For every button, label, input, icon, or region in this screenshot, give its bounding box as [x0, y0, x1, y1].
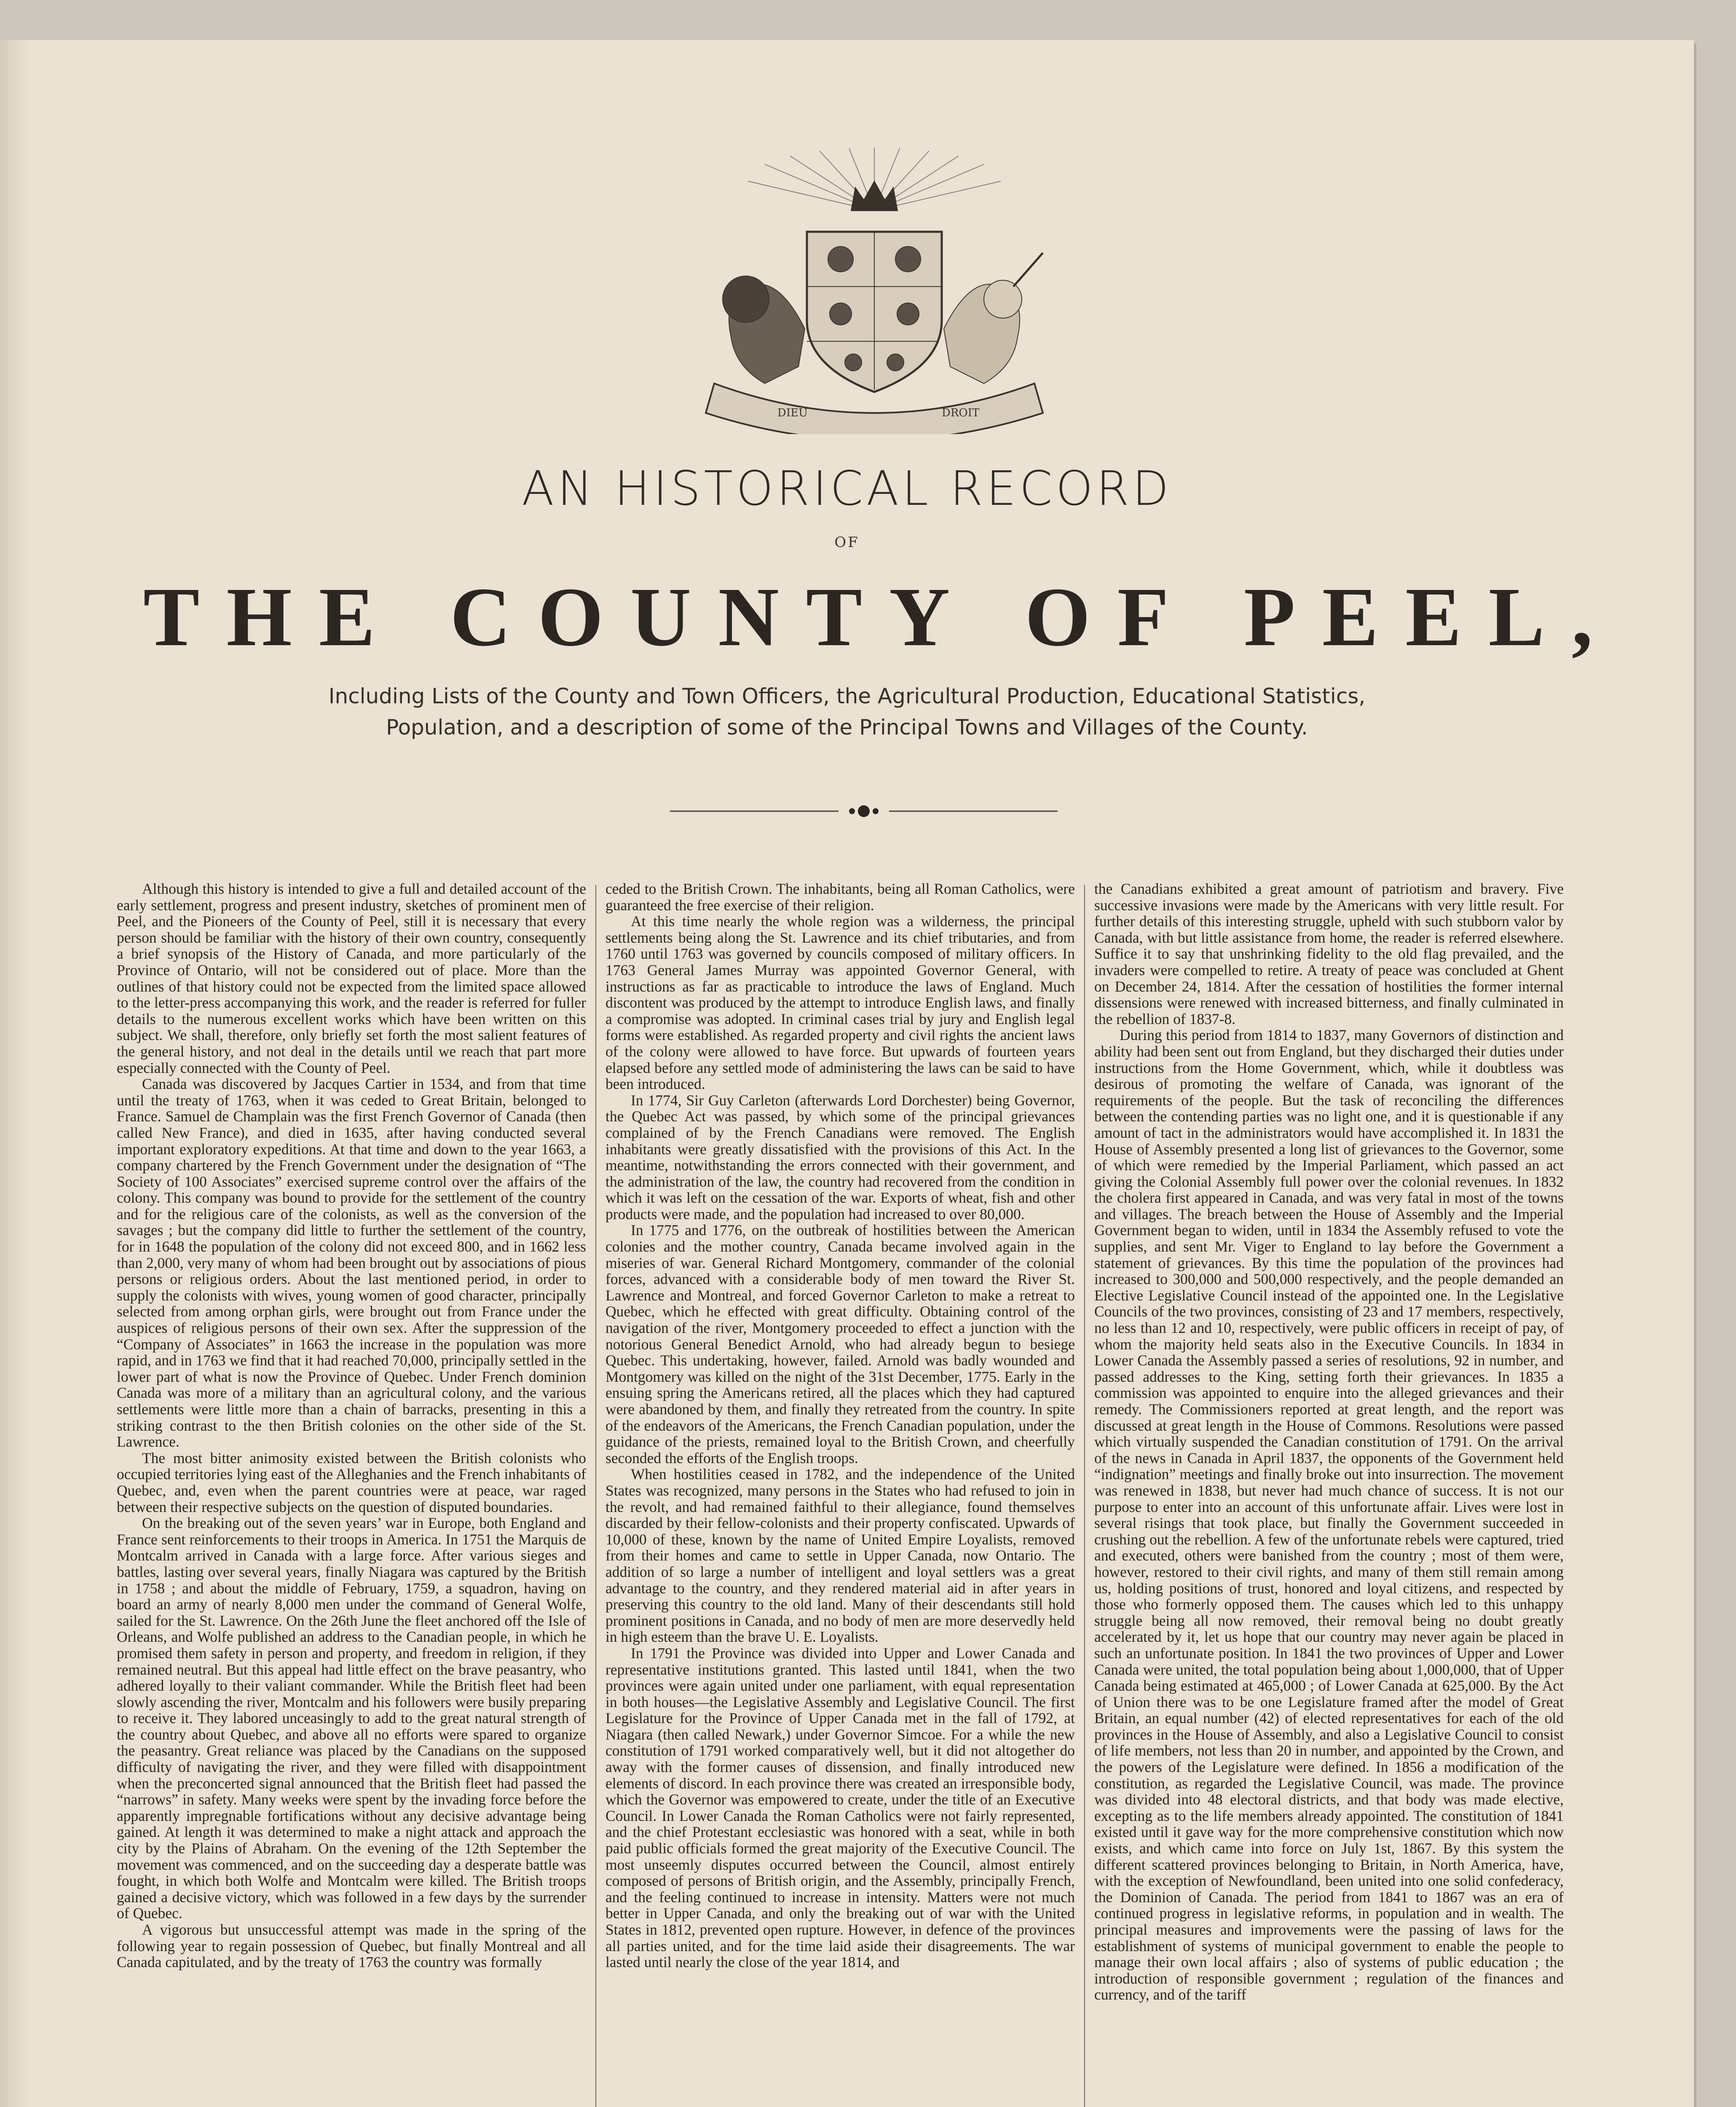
paragraph: In 1775 and 1776, on the outbreak of hostilities between the American colonies and the mother country, Canada became involved again in the miseries of war. General Richard Montgomery, commander of the colonial forces, advanced with a considerable body of men toward the River St. Lawrence and Montreal, and forced Governor Carleton to make a retreat to Quebec, which he effected with great difficulty. Obtaining control of the navigation of the river, Montgomery proceeded to effect a junction with the notorious General Benedict Arnold, who had already begun to besiege Quebec. This undertaking, however, failed. Arnold was badly wounded and Montgomery was killed on the night of the 31st December, 1775. Early in the ensuing spring the Americans retired, all the places which they had captured were abandoned by them, and finally they retreated from the country. In spite of the endeavors of the Americans, the French Canadian population, under the guidance of the priests, remained loyal to the British Crown, and cheerfully seconded the efforts of the English troops.	[605, 1222, 1075, 1466]
title-letter: L	[1488, 571, 1545, 664]
title-letter: ,	[1571, 571, 1593, 664]
title-letter: P	[1243, 571, 1295, 664]
document-page	[0, 40, 1694, 2107]
subtitle-line-2: Population, and a description of some of the Principal Towns and Villages of the County.	[386, 715, 1308, 740]
paragraph: A vigorous but unsuccessful attempt was made in the spring of the following year to regain possession of Quebec, but finally Montreal and all Canada capitulated, and by the treaty of 1763 the country was formally	[117, 1921, 586, 1971]
paragraph: At this time nearly the whole region was a wilderness, the principal settlements being along the St. Lawrence and its chief tributaries, and from 1760 until 1763 was governed by councils composed of military officers. In 1763 General James Murray was appointed Governor General, with instructions as far as practicable to introduce the laws of England. Much discontent was produced by the attempt to introduce English laws, and finally a compromise was adopted. In criminal cases trial by jury and English legal forms were established. As regarded property and civil rights the ancient laws of the colony were allowed to have force. But upwards of fourteen years elapsed before any settled mode of administering the laws can be said to have been introduced.	[605, 913, 1075, 1093]
subtitle	[126, 681, 1567, 743]
paragraph: Canada was discovered by Jacques Cartier in 1534, and from that time until the treaty of 1763, when it was ceded to Great Britain, belonged to France. Samuel de Champlain was the first French Governor of Canada (then called New France), and died in 1635, after having conducted several important exploratory expeditions. At that time and down to the year 1663, a company chartered by the French Government under the designation of “The Society of 100 Associates” exercised supreme control over the affairs of the colony. This company was bound to provide for the settlement of the country and for the religious care of the colonists, as well as the conversion of the savages ; but the company did little to further the settlement of the country, for in 1648 the population of the colony did not exceed 800, and in 1662 less than 2,000, very many of whom had been brought out by associations of pious persons or religious orders. About the last mentioned period, in order to supply the colonists with wives, young women of good character, principally selected from among orphan girls, were brought out from France under the auspices of religious persons of their own sex. After the suppression of the “Company of Associates” in 1663 the increase in the population was more rapid, and in 1763 we find that it had reached 70,000, principally settled in the lower part of what is now the Province of Quebec. Under French dominion Canada was more of a military than an agricultural colony, and the various settlements were little more than a chain of barracks, presenting in this a striking contrast to the then British colonies on the other side of the St. Lawrence.	[117, 1075, 586, 1450]
paragraph: The most bitter animosity existed between the British colonists who occupied territories lying east of the Alleghanies and the French inhabitants of Quebec, and, even when the parent countries were at peace, war raged between their respective subjects on the question of disputed boundaries.	[117, 1449, 586, 1515]
title-letter: E	[1322, 571, 1379, 664]
title-letter	[1196, 573, 1217, 662]
paragraph: the Canadians exhibited a great amount of patriotism and bravery. Five successive invasions were made by the Americans with very little result. For further details of this interesting struggle, upheld with such stubborn valor by Canada, with but little assistance from home, the reader is referred elsewhere. Suffice it to say that unshrinking fidelity to the old flag prevailed, and the invaders were compelled to retire. A treaty of peace was concluded at Ghent on December 24, 1814. After the cessation of hostilities the former internal dissensions were renewed with increased bitterness, and finally culminated in the rebellion of 1837-8.	[1094, 881, 1564, 1027]
title-letter: H	[226, 571, 292, 664]
paragraph: ceded to the British Crown. The inhabitants, being all Roman Catholics, were guaranteed the free exercise of their religion.	[605, 881, 1075, 914]
paragraph: When hostilities ceased in 1782, and the independence of the United States was recognized, many persons in the States who had refused to join in the revolt, and had remained faithful to their allegiance, found themselves discarded by their fellow-colonists and their property confiscated. Upwards of 10,000 of these, known by the name of United Empire Loyalists, removed from their homes and came to settle in Upper Canada, now Ontario. The addition of so large a number of intelligent and loyal settlers was a great advantage to the country, and they rendered material aid in after years in preserving this country to the old land. Many of their descendants still hold prominent positions in Canada, and no body of men are more deservedly held in high esteem than the brave U. E. Loyalists.	[605, 1466, 1075, 1646]
coat-of-arms-crest	[638, 147, 1110, 434]
title-letter: O	[1025, 571, 1090, 664]
motto-right: DROIT	[942, 407, 980, 419]
title-letter: T	[143, 571, 200, 664]
paragraph: In 1774, Sir Guy Carleton (afterwards Lord Dorchester) being Governor, the Quebec Act was passed, by which some of the principal grievances complained of by the French Canadians were removed. The English inhabitants were greatly dissatisfied with the provisions of this Act. In the meantime, notwithstanding the errors connected with their government, and the administration of the law, the country had recovered from the condition in which it was left on the cessation of the war. Exports of wheat, fish and other products were made, and the population had increased to over 80,000.	[605, 1091, 1075, 1222]
title-letter: U	[630, 571, 691, 664]
article-body	[107, 881, 1595, 2107]
title-letter: O	[538, 571, 604, 664]
title-letter: F	[1117, 571, 1169, 664]
motto-left: DIEU	[777, 407, 808, 419]
title-letter: E	[1405, 571, 1462, 664]
paragraph: Although this history is intended to give a full and detailed account of the early settlement, progress and present industry, sketches of prominent men of Peel, and the Pioneers of the County of Peel, still it is necessary that every person should be familiar with the history of their own country, consequently a brief synopsis of the History of Canada, and more particularly of the Province of Ontario, will not be considered out of place. More than the outlines of that history could not be expected from the limited space allowed to the letter-press accompanying this work, and the reader is referred for fuller details to the numerous excellent works which have been written on this subject. We shall, therefore, only briefly set forth the most salient features of the general history, and not deal in the details until we reach that part more especially connected with the County of Peel.	[117, 881, 586, 1076]
title-letter	[402, 573, 423, 662]
title-letter: T	[806, 571, 863, 664]
title-letter	[977, 573, 998, 662]
text-column-2	[596, 881, 1084, 2107]
decorative-divider	[670, 799, 1058, 824]
title-letter: C	[450, 571, 511, 664]
subtitle-line-1: Including Lists of the County and Town Officers, the Agricultural Production, Educational Statistics,	[328, 684, 1366, 708]
paragraph: On the breaking out of the seven years’ war in Europe, both England and France sent reinforcements to their troops in America. In 1751 the Marquis de Montcalm arrived in Canada with a large force. After various sieges and battles, lasting over several years, finally Niagara was captured by the British in 1758 ; and about the middle of February, 1759, a squadron, having on board an army of nearly 8,000 men under the command of General Wolfe, sailed for the St. Lawrence. On the 26th June the fleet anchored off the Isle of Orleans, and Wolfe published an address to the Canadian people, in which he promised them safety in person and property, and freedom in religion, if they remained neutral. But this appeal had little effect on the brave peasantry, who adhered loyally to their valiant commander. While the British fleet had been slowly ascending the river, Montcalm and his followers were busily preparing to receive it. They labored unceasingly to add to the great natural strength of the country about Quebec, and above all no efforts were spared to organize the peasantry. Great reliance was placed by the Canadians on the supposed difficulty of navigating the river, and they were filled with disappointment when the preconcerted signal announced that the British fleet had passed the “narrows” in safety. Many weeks were spent by the invading force before the apparently impregnable fortifications without any decisive advantage being gained. At length it was determined to make a night attack and approach the city by the Plains of Abraham. On the evening of the 12th September the movement was commenced, and on the succeeding day a desperate battle was fought, in which both Wolfe and Montcalm were killed. The British troops gained a decisive victory, which was followed in a few days by the surrender of Quebec.	[117, 1515, 586, 1922]
title-letter: Y	[889, 571, 950, 664]
title-of: OF	[834, 534, 860, 551]
title-county-of-peel	[143, 573, 1593, 662]
text-column-3	[1085, 881, 1573, 2107]
paragraph: During this period from 1814 to 1837, many Governors of distinction and ability had been sent out from England, but they discharged their duties under instructions from the Home Government, which, while it doubtless was desirous of promoting the welfare of Canada, was ignorant of the requirements of the people. But the task of reconciling the differences between the contending parties was no light one, and it is questionable if any amount of tact in the administrators would have accomplished it. In 1831 the House of Assembly presented a long list of grievances to the Governor, some of which were remedied by the Imperial Parliament, which passed an act giving the Colonial Assembly full power over the colonial revenues. In 1832 the cholera first appeared in Canada, and was very fatal in most of the towns and villages. The breach between the House of Assembly and the Imperial Government began to widen, until in 1834 the Assembly refused to vote the supplies, and sent Mr. Viger to England to lay before the Government a statement of grievances. By this time the population of the provinces had increased to 300,000 and 500,000 respectively, and the people demanded an Elective Legislative Council instead of the appointed one. In the Legislative Councils of the two provinces, consisting of 23 and 17 members, respectively, no less than 12 and 10, respectively, were public officers in receipt of pay, of whom the majority held seats also in the Executive Councils. In 1834 in Lower Canada the Assembly passed a series of resolutions, 92 in number, and passed addresses to the King, setting forth their grievances. In 1835 a commission was appointed to enquire into the alleged grievances and their remedy. The Commissioners reported at great length, and the report was discussed at great length in the House of Commons. Resolutions were passed which virtually suspended the Canadian constitution of 1791. On the arrival of the news in Canada in April 1837, the opponents of the Government held “indignation” meetings and finally broke out into insurrection. The movement was renewed in 1838, but never had much chance of success. It is not our purpose to enter into an account of this unfortunate affair. Lives were lost in several risings that took place, but finally the Government succeeded in crushing out the rebellion. A few of the unfortunate rebels were captured, tried and executed, others were banished from the country ; most of them were, however, restored to their civil rights, and many of them still remain among us, holding positions of trust, honored and loyal citizens, and respected by those who formerly opposed them. The causes which led to this unhappy struggle being all now removed, their removal being no doubt greatly accelerated by it, let us hope that our country may never again be placed in such an unfortunate position. In 1841 the two provinces of Upper and Lower Canada were united, the total population being about 1,000,000, that of Upper Canada being estimated at 465,000 ; of Lower Canada at 625,000. By the Act of Union there was to be one Legislature framed after the model of Great Britain, an equal number (42) of elected representatives for each of the old provinces in the House of Assembly, and also a Legislative Council to consist of life members, not less than 20 in number, and appointed by the Crown, and the powers of the Legislature were defined. In 1856 a modification of the constitution, as regarded the Legislative Council, was made. The province was divided into 48 electoral districts, and that body was made elective, excepting as to the life members already appointed. The constitution of 1841 existed until it gave way for the more comprehensive constitution which now exists, and which came into force on July 1st, 1867. By this system the different scattered provinces belonging to Britain, in North America, have, with the exception of Newfoundland, been united into one solid confederacy, the Dominion of Canada. The period from 1841 to 1867 was an era of continued progress in legislative reforms, in population and in wealth. The principal measures and improvements were the passing of laws for the establishment of systems of municipal government to enable the people to manage their own local affairs ; also of systems of public education ; the introduction of responsible government ; regulation of the finances and currency, and of the tariff	[1094, 1027, 1564, 2003]
text-column-1	[107, 881, 595, 2107]
title-letter: N	[718, 571, 779, 664]
title-historical-record: AN HISTORICAL RECORD	[522, 461, 1172, 516]
paragraph: In 1791 the Province was divided into Upper and Lower Canada and representative institutions granted. This lasted until 1841, when the two provinces were again united under one parliament, with equal representation in both houses—the Legislative Assembly and Legislative Council. The first Legislature for the Province of Upper Canada met in the fall of 1792, at Niagara (then called Newark,) under Governor Simcoe. For a while the new constitution of 1791 worked comparatively well, but it did not altogether do away with the former causes of dissension, and finally introduced new elements of discord. In each province there was created an irresponsible body, which the Governor was empowered to create, under the title of an Executive Council. In Lower Canada the Roman Catholics were not fairly represented, and the chief Protestant ecclesiastic was honored with a seat, while in both paid public officials formed the great majority of the Executive Council. The most unseemly disputes occurred between the Council, almost entirely composed of persons of British origin, and the Assembly, principally French, and the feeling continued to increase in intensity. Matters were not much better in Upper Canada, and only the breaking out of war with the United States in 1812, prevented open rupture. However, in defence of the provinces all parties united, and for the time laid aside their disagreements. The war lasted until nearly the close of the year 1814, and	[605, 1644, 1075, 1971]
title-letter: E	[319, 571, 375, 664]
